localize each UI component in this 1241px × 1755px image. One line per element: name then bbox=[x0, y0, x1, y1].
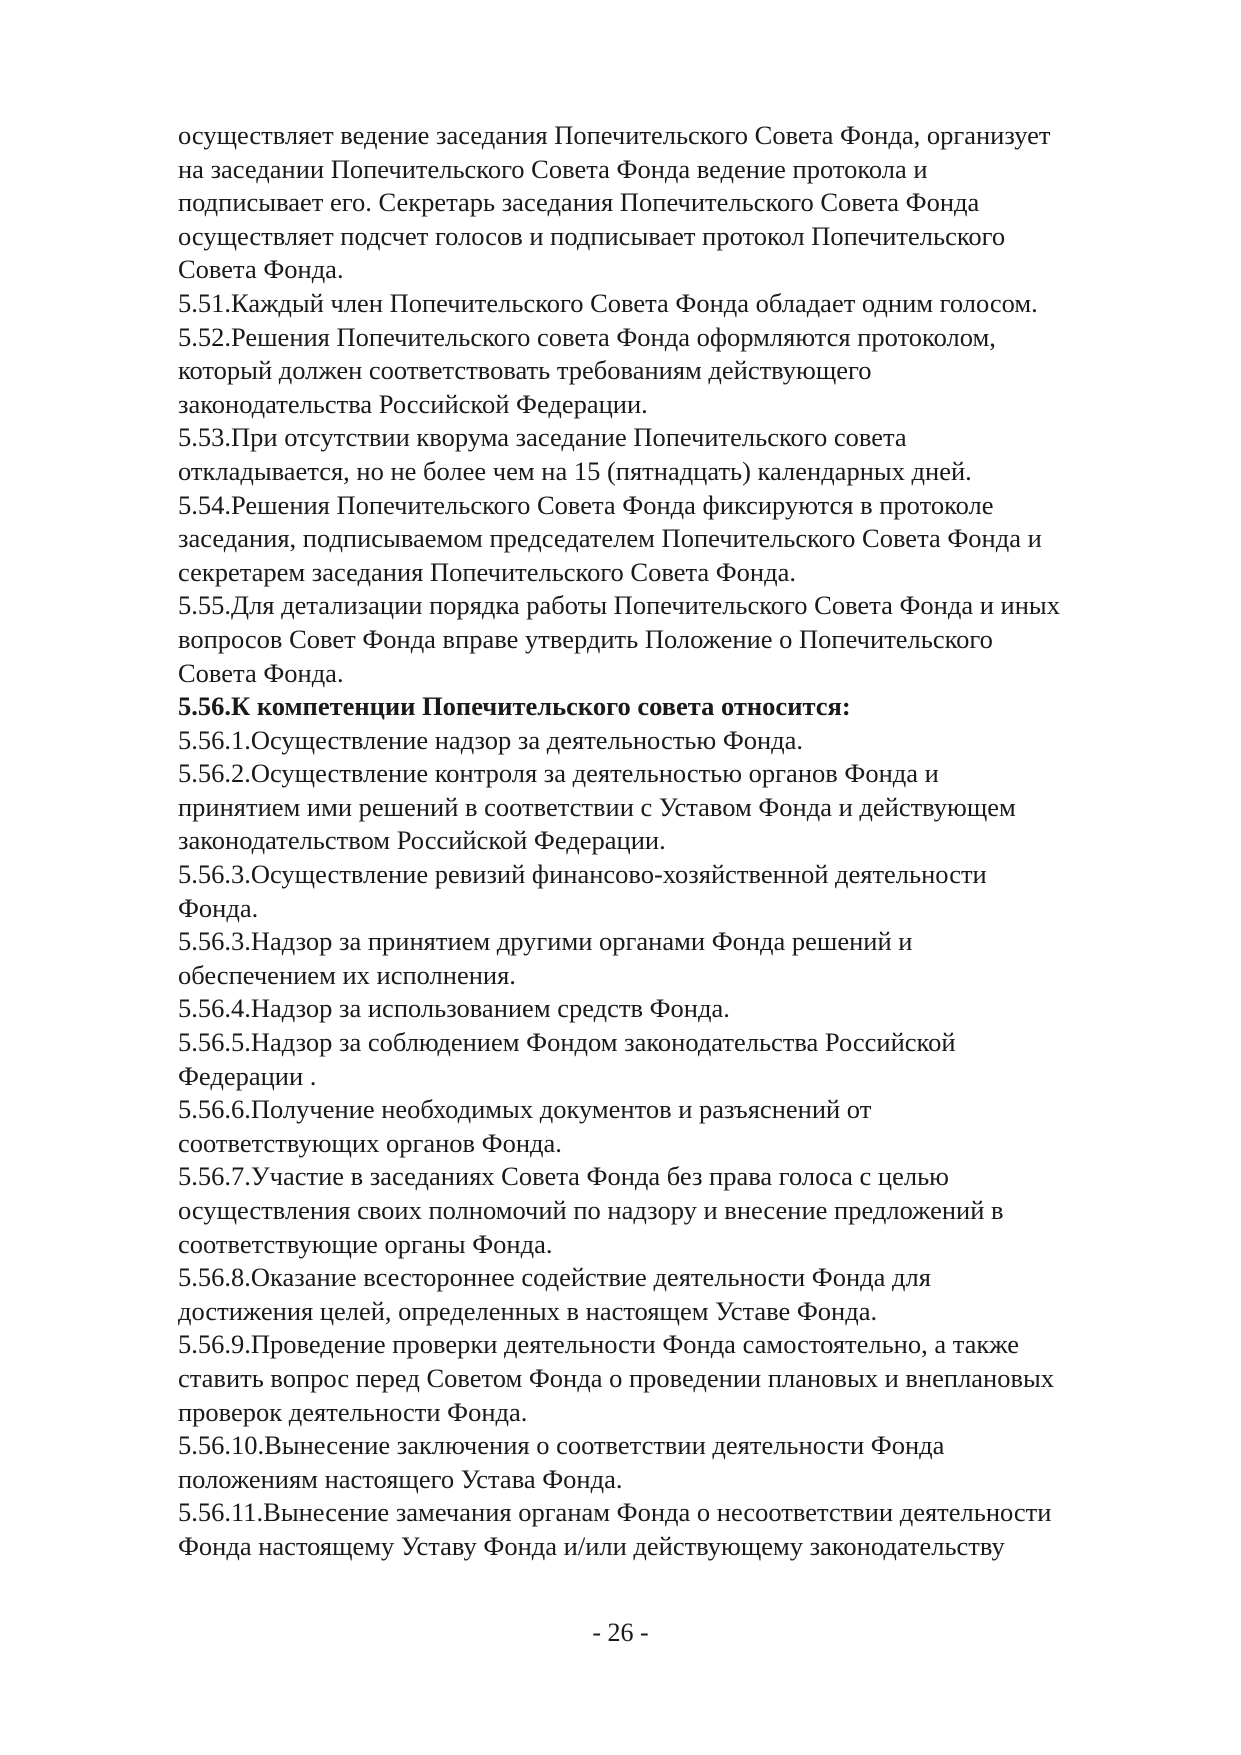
text-line: соответствующих органов Фонда. bbox=[178, 1127, 562, 1158]
text-line: заседания, подписываемом председателем Попечительского Совета Фонда и bbox=[178, 523, 1042, 554]
text-line: на заседании Попечительского Совета Фонда ведение протокола и bbox=[178, 153, 928, 184]
text-line: 5.56.5.Надзор за соблюдением Фондом законодательства Российской bbox=[178, 1027, 956, 1058]
text-line: 5.53.При отсутствии кворума заседание Попечительского совета bbox=[178, 422, 907, 453]
text-line: законодательства Российской Федерации. bbox=[178, 388, 648, 419]
text-line: который должен соответствовать требованиям действующего bbox=[178, 355, 872, 386]
text-line: обеспечением их исполнения. bbox=[178, 959, 516, 990]
text-line: Фонда. bbox=[178, 892, 259, 923]
text-line: 5.56.7.Участие в заседаниях Совета Фонда без права голоса с целью bbox=[178, 1161, 949, 1192]
page-number: - 26 - bbox=[592, 1618, 649, 1647]
text-line: соответствующие органы Фонда. bbox=[178, 1228, 553, 1259]
text-line: Совета Фонда. bbox=[178, 254, 344, 285]
text-line: 5.56.11.Вынесение замечания органам Фонда о несоответствии деятельности bbox=[178, 1497, 1052, 1528]
text-line: законодательством Российской Федерации. bbox=[178, 825, 666, 856]
text-line: Совета Фонда. bbox=[178, 657, 344, 688]
text-line: положениям настоящего Устава Фонда. bbox=[178, 1463, 623, 1494]
text-line: 5.56.8.Оказание всестороннее содействие деятельности Фонда для bbox=[178, 1262, 931, 1293]
text-line: 5.56.6.Получение необходимых документов и разъяснений от bbox=[178, 1094, 872, 1125]
text-line: проверок деятельности Фонда. bbox=[178, 1396, 528, 1427]
text-line: секретарем заседания Попечительского Совета Фонда. bbox=[178, 556, 796, 587]
text-line: 5.56.3.Осуществление ревизий финансово-хозяйственной деятельности bbox=[178, 859, 987, 890]
section-heading-line: 5.56.К компетенции Попечительского совета относится: bbox=[178, 691, 851, 722]
text-line: вопросов Совет Фонда вправе утвердить Положение о Попечительского bbox=[178, 623, 993, 654]
text-line: 5.56.10.Вынесение заключения о соответствии деятельности Фонда bbox=[178, 1430, 945, 1461]
text-line: 5.56.4.Надзор за использованием средств Фонда. bbox=[178, 993, 730, 1024]
text-line: 5.56.1.Осуществление надзор за деятельностью Фонда. bbox=[178, 724, 804, 755]
text-line: осуществляет подсчет голосов и подписывает протокол Попечительского bbox=[178, 220, 1006, 251]
text-line: Федерации . bbox=[178, 1060, 317, 1091]
document-body bbox=[178, 119, 1178, 1564]
text-line: 5.56.3.Надзор за принятием другими органами Фонда решений и bbox=[178, 926, 913, 957]
text-line: 5.52.Решения Попечительского совета Фонда оформляются протоколом, bbox=[178, 321, 996, 352]
text-line: 5.51.Каждый член Попечительского Совета Фонда обладает одним голосом. bbox=[178, 287, 1038, 318]
text-line: откладывается, но не более чем на 15 (пятнадцать) календарных дней. bbox=[178, 455, 972, 486]
text-line: 5.54.Решения Попечительского Совета Фонда фиксируются в протоколе bbox=[178, 489, 994, 520]
text-line: принятием ими решений в соответствии с Уставом Фонда и действующем bbox=[178, 791, 1016, 822]
text-line: осуществления своих полномочий по надзору и внесение предложений в bbox=[178, 1195, 1004, 1225]
text-line: достижения целей, определенных в настоящем Уставе Фонда. bbox=[178, 1295, 878, 1326]
text-line: подписывает его. Секретарь заседания Попечительского Совета Фонда bbox=[178, 187, 980, 218]
text-line: 5.56.9.Проведение проверки деятельности Фонда самостоятельно, а также bbox=[178, 1329, 1020, 1360]
text-line: ставить вопрос перед Советом Фонда о проведении плановых и внеплановых bbox=[178, 1362, 1055, 1393]
text-line: осуществляет ведение заседания Попечительского Совета Фонда, организует bbox=[178, 120, 1051, 150]
text-line: 5.56.2.Осуществление контроля за деятельностью органов Фонда и bbox=[178, 758, 939, 789]
text-line: 5.55.Для детализации порядка работы Попечительского Совета Фонда и иных bbox=[178, 590, 1060, 621]
text-line: Фонда настоящему Уставу Фонда и/или действующему законодательству bbox=[178, 1530, 1005, 1561]
